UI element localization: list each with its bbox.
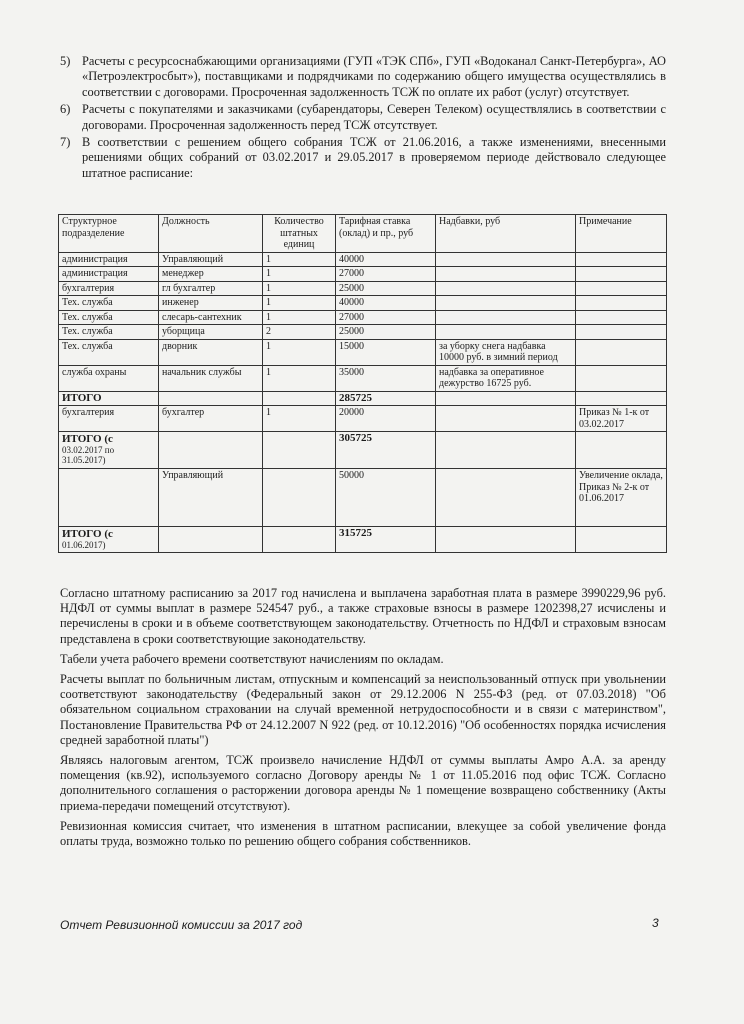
list-item: 7) В соответствии с решением общего собрания ТСЖ от 21.06.2016, а также изменениями, внесенными решениями общих собраний от 03.02.2017 и 29.05.2017 в проверяемом периоде действовало следующее штатное расписание:	[60, 135, 666, 180]
paragraph: Являясь налоговым агентом, ТСЖ произвело начисление НДФЛ от суммы выплаты Амро А.А. за аренду помещения (кв.92), используемого согласно Договору аренды № 1 от 11.05.2016 под офис ТСЖ. Согласно дополнительного соглашения о расторжении договора аренды № 1 помещение возвращено собственнику (Акты приема-передачи помещений отсутствуют).	[60, 753, 666, 813]
table-row: Тех. служба инженер 1 40000	[59, 296, 667, 311]
table-row: Управляющий 50000 Увеличение оклада, Приказ № 2-к от 01.06.2017	[59, 469, 667, 527]
paragraph: Табели учета рабочего времени соответствуют начислениям по окладам.	[60, 651, 444, 666]
header-cell: Надбавки, руб	[436, 215, 576, 253]
table-row: бухгалтерия гл бухгалтер 1 25000	[59, 281, 667, 296]
paragraph: Расчеты выплат по больничным листам, отпускным и компенсаций за неиспользованный отпуск при увольнении соответствуют законодательству (Федеральный закон от 29.12.2006 N 255-ФЗ (ред. от 07.03.2018) "Об обязательном социальном страховании на случай временной нетрудоспособности и в связи с материнством", Постановление Правительства РФ от 24.12.2007 N 922 (ред. от 10.12.2016) "Об особенностях порядка исчисления средней заработной платы")	[60, 672, 666, 747]
table-row: Тех. служба дворник 1 15000 за уборку снега надбавка 10000 руб. в зимний период	[59, 339, 667, 365]
list-item: 6) Расчеты с покупателями и заказчиками (субарендаторы, Северен Телеком) осуществлялись в соответствии с договорами. Просроченная задолженность перед ТСЖ отсутствует.	[60, 102, 666, 132]
body-text	[60, 586, 666, 854]
table-row: служба охраны начальник службы 1 35000 надбавка за оперативное дежурство 16725 руб.	[59, 365, 667, 391]
paragraph: Согласно штатному расписанию за 2017 год начислена и выплачена заработная плата в размере 3990229,96 руб. НДФЛ от суммы выплат в размере 524547 руб., а также страховые взносы в размере 1202398,27 исчислены и перечислены в сроки и в объеме соответствующем законодательству. Отчетность по НДФЛ и страховым взносам представлена в сроки соответствующие законодательству.	[60, 586, 666, 646]
header-cell: Структурное подразделение	[59, 215, 159, 253]
header-cell: Примечание	[576, 215, 667, 253]
staff-schedule-table	[58, 214, 667, 553]
header-cell: Количество штатных единиц	[263, 215, 336, 253]
total-row: ИТОГО 285725	[59, 391, 667, 406]
table-header-row	[59, 215, 667, 253]
header-cell: Тарифная ставка (оклад) и пр., руб	[336, 215, 436, 253]
table-row: администрация Управляющий 1 40000	[59, 252, 667, 267]
table-row: администрация менеджер 1 27000	[59, 267, 667, 282]
table-row: Тех. служба слесарь-сантехник 1 27000	[59, 310, 667, 325]
total-row: ИТОГО (с 03.02.2017 по 31.05.2017) 305725	[59, 432, 667, 469]
paragraph: Ревизионная комиссия считает, что изменения в штатном расписании, влекущее за собой увеличение фонда оплаты труда, возможно только по решению общего собрания собственников.	[60, 818, 666, 849]
page-number: 3	[652, 916, 659, 930]
numbered-list	[60, 54, 666, 183]
footer-title: Отчет Ревизионной комиссии за 2017 год	[60, 918, 303, 932]
total-row: ИТОГО (с 01.06.2017) 315725	[59, 527, 667, 553]
table-row: Тех. служба уборщица 2 25000	[59, 325, 667, 340]
list-item: 5) Расчеты с ресурсоснабжающими организациями (ГУП «ТЭК СПб», ГУП «Водоканал Санкт-Петербурга», АО «Петроэлектросбыт»), поставщиками и подрядчиками по содержанию общего имущества осуществлялись в соответствии с договорами. Просроченная задолженность ТСЖ по оплате их работ (услуг) отсутствует.	[60, 54, 666, 99]
table-row: бухгалтерия бухгалтер 1 20000 Приказ № 1-к от 03.02.2017	[59, 406, 667, 432]
header-cell: Должность	[159, 215, 263, 253]
